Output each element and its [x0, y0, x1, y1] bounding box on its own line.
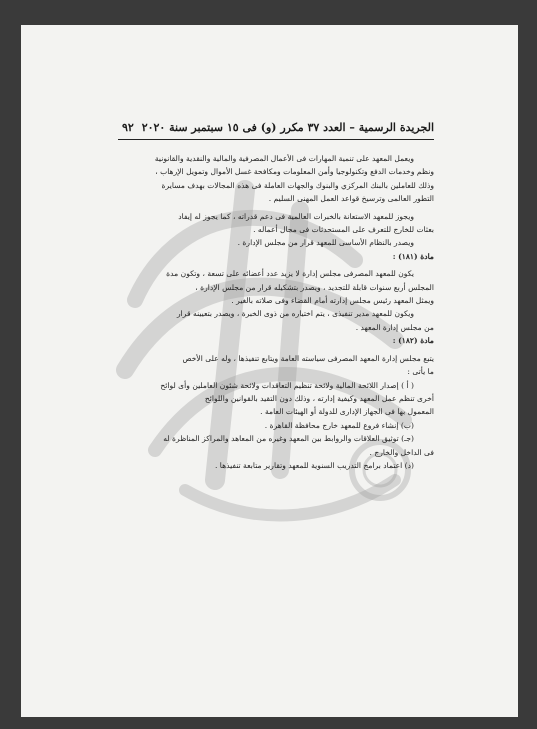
article-heading: مادة (١٨٢) :: [392, 336, 434, 346]
text-line: ويجوز للمعهد الاستعانة بالخبرات العالمية فى دعم قدراته ، كما يجوز له إيفاد: [178, 211, 414, 221]
gazette-title: الجريدة الرسمية – العدد ٣٧ مكرر (و) فى ١٥ سبتمبر سنة ٢٠٢٠: [141, 121, 434, 134]
text-line: يكون للمعهد المصرفى مجلس إدارة لا يزيد عدد أعضائه على تسعة ، وتكون مدة: [166, 269, 414, 279]
list-item: ( أ ) إصدار اللائحة المالية ولائحة تنظيم التعاقدات ولائحة شئون العاملين وأى لوائح: [160, 380, 414, 390]
text-line: فى الداخل والخارج .: [369, 447, 434, 457]
list-item: (ب) إنشاء فروع للمعهد خارج محافظة القاهرة .: [264, 420, 414, 430]
text-line: التطور العالمى وترسيخ قواعد العمل المهنى السليم .: [268, 194, 434, 204]
article-heading: مادة (١٨١) :: [392, 251, 434, 261]
page-header: [118, 121, 434, 140]
text-line: ويعمل المعهد على تنمية المهارات فى الأعمال المصرفية والمالية والنقدية والقانونية: [154, 154, 414, 163]
text-line: المجلس أربع سنوات قابلة للتجديد ، ويصدر بتشكيله قرار من مجلس الإدارة ،: [195, 282, 434, 292]
text-line: من مجلس إدارة المعهد .: [355, 322, 434, 332]
text-line: المعمول بها فى الجهاز الإدارى للدولة أو الهيئات العامة .: [260, 407, 434, 417]
page-number: ٩٢: [122, 121, 134, 134]
text-line: ويصدر بالنظام الأساسى للمعهد قرار من مجلس الإدارة .: [237, 238, 414, 248]
text-line: أخرى تنظم عمل المعهد وكيفية إدارته ، وذلك دون التقيد بالقوانين واللوائح: [204, 393, 434, 403]
list-item: (جـ) توثيق العلاقات والروابط بين المعهد وغيره من المعاهد والمراكز المناظرة له: [163, 434, 414, 444]
text-line: يتبع مجلس إدارة المعهد المصرفى سياسته العامة ويتابع تنفيذها ، وله على الأخص: [182, 353, 434, 363]
text-line: ويمثل المعهد رئيس مجلس إدارته أمام القضاء وفى صلاته بالغير .: [231, 296, 434, 306]
text-line: ما يأتى :: [407, 367, 434, 377]
text-line: ونظم وخدمات الدفع وتكنولوجيا وأمن المعلومات ومكافحة غسل الأموال وتمويل الإرهاب ،: [155, 167, 434, 177]
text-line: بعثات للخارج للتعرف على المستحدثات فى مجال أعماله .: [253, 225, 434, 235]
text-line: ويكون للمعهد مدير تنفيذى ، يتم اختياره من ذوى الخبرة ، ويصدر بتعيينه قرار: [176, 309, 414, 319]
document-body: [118, 152, 434, 472]
text-line: وذلك للعاملين بالبنك المركزي والبنوك والجهات العاملة فى هذه المجالات بهدف مسايرة: [161, 180, 434, 190]
list-item: (د) اعتماد برامج التدريب السنوية للمعهد وتقارير متابعة تنفيذها .: [214, 460, 414, 470]
